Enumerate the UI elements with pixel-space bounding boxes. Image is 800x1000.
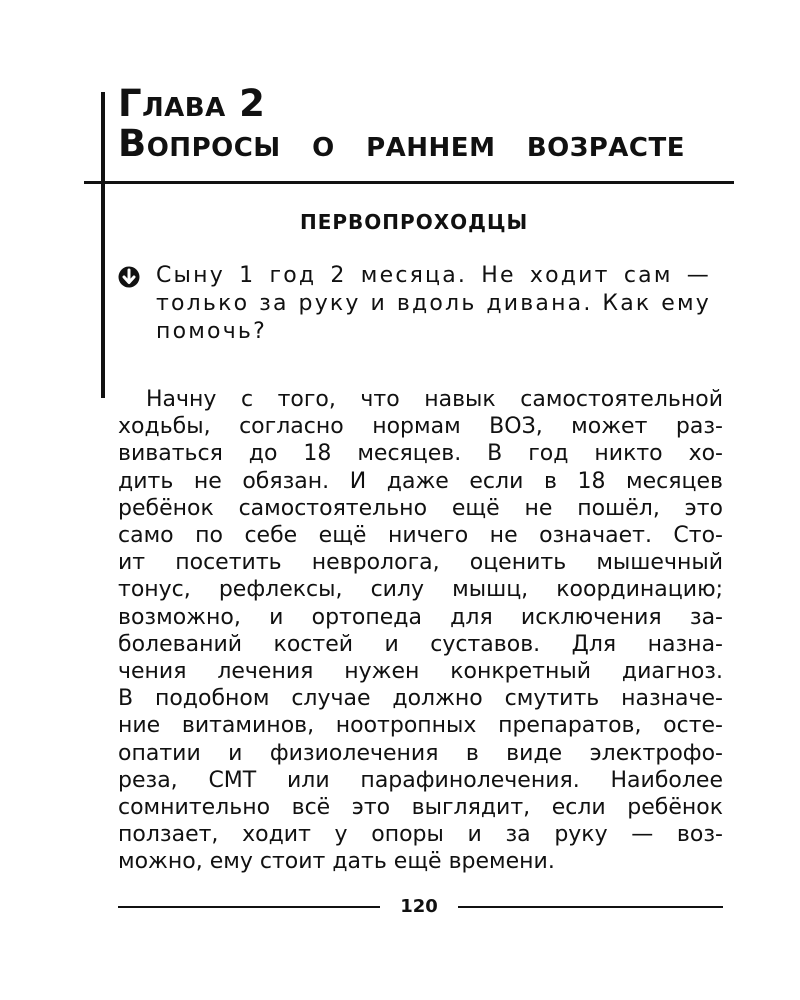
answer-line: В подобном случае должно смутить назначе-: [118, 686, 723, 712]
answer-line: болеваний костей и суставов. Для назна-: [118, 631, 723, 657]
section-title: ПЕРВОПРОХОДЦЫ: [300, 210, 529, 234]
answer-line: чения лечения нужен конкретный диагноз.: [118, 659, 723, 685]
vertical-rule: [101, 92, 105, 398]
answer-line: виваться до 18 месяцев. В год никто хо-: [118, 441, 723, 467]
answer-line: ние витаминов, ноотропных препаратов, осте-: [118, 713, 723, 739]
answer-line: возможно, и ортопеда для исключения за-: [118, 604, 723, 630]
answer-line: тонус, рефлексы, силу мышц, координацию;: [118, 577, 723, 603]
answer-line: ребёнок самостоятельно ещё не пошёл, это: [118, 495, 723, 521]
answer-line: сомнительно всё это выглядит, если ребёнок: [118, 795, 723, 821]
answer-line: Начну с того, что навык самостоятельной: [146, 387, 723, 412]
answer-line: дить не обязан. И даже если в 18 месяцев: [118, 468, 723, 494]
chapter-heading: [118, 84, 685, 164]
answer-line: реза, СМТ или парафинолечения. Наиболее: [118, 767, 723, 793]
answer-line: опатии и физиолечения в виде электрофо-: [118, 740, 723, 766]
answer-text: [118, 386, 723, 876]
answer-line: ходьбы, согласно нормам ВОЗ, может раз-: [118, 414, 723, 440]
question-text: Сыну 1 год 2 месяца. Не ходит сам — только за руку и вдоль дивана. Как ему помочь?: [156, 263, 711, 344]
page-number: 120: [400, 896, 438, 917]
chapter-subtitle: Вопросы о раннем возрасте: [118, 122, 685, 165]
chapter-label: Глава 2: [118, 82, 266, 125]
answer-line: само по себе ещё ничего не означает. Сто-: [118, 523, 723, 549]
header-divider: [84, 181, 734, 184]
answer-block: [118, 386, 723, 876]
answer-line: можно, ему стоит дать ещё времени.: [118, 849, 555, 875]
footer-line-right: [458, 906, 723, 908]
footer-line-left: [118, 906, 380, 908]
down-arrow-circle-icon: [118, 266, 140, 288]
answer-line: ит посетить невролога, оценить мышечный: [118, 550, 723, 576]
answer-line: ползает, ходит у опоры и за руку — воз-: [118, 822, 723, 848]
page-footer: [118, 896, 723, 918]
